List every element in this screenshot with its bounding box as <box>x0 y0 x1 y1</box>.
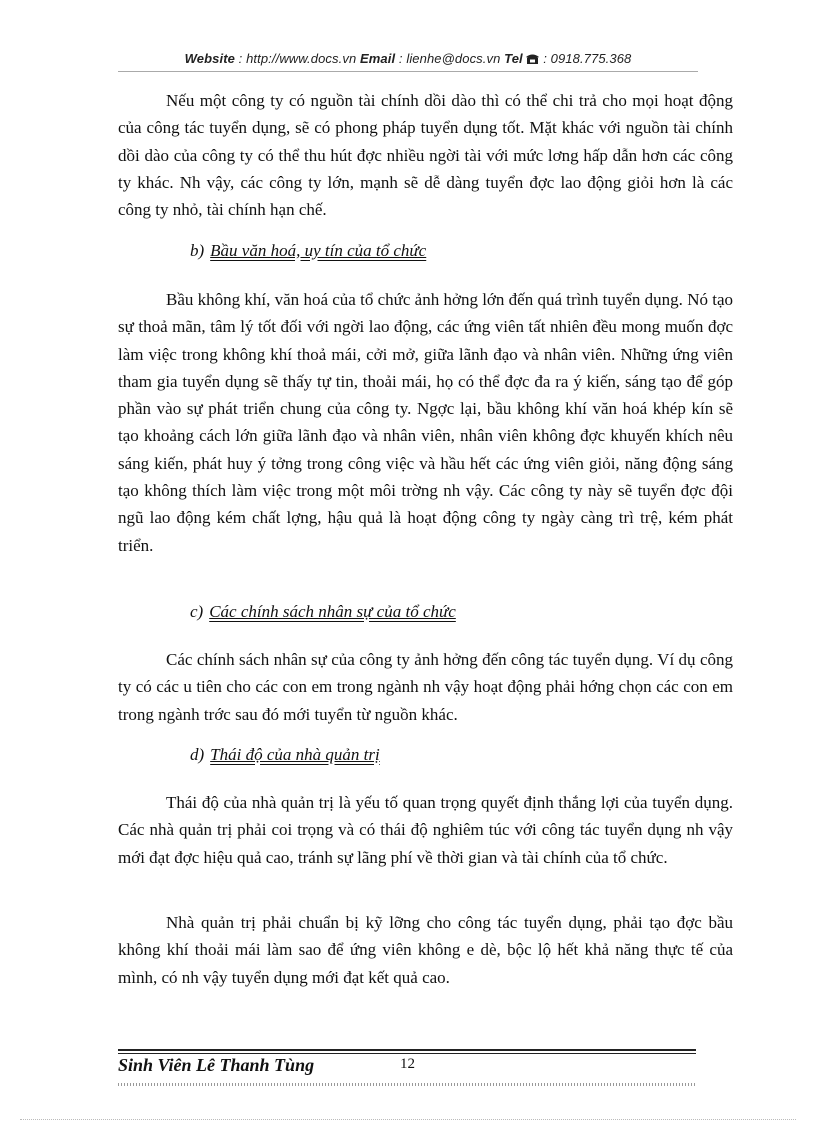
subheading-b <box>190 241 426 261</box>
page-number: 12 <box>400 1056 415 1072</box>
subheading-b-label: b) <box>190 241 205 260</box>
page-header <box>0 51 816 68</box>
footer-divider <box>118 1049 696 1051</box>
tel-label: Tel <box>504 51 523 66</box>
paragraph-policies: Các chính sách nhân sự của công ty ảnh hởng đến công tác tuyển dụng. Ví dụ công ty có các u tiên cho các con em trong ngành nh vậy hoạt động phải hớng chọn các con em trong ngành trớc sau đó mới tuyển từ nguồn khác. <box>118 650 733 724</box>
footer-author: Sinh Viên Lê Thanh Tùng <box>118 1055 315 1075</box>
website-label: Website <box>184 51 235 66</box>
paragraph-preparation: Nhà quản trị phải chuẩn bị kỹ lỡng cho công tác tuyển dụng, phải tạo đợc bầu không khí thoải mái làm sao để ứng viên không e dè, bộc lộ hết khả năng thực tế của mình, có nh vậy tuyển dụng mới đạt kết quả cao. <box>118 913 733 987</box>
subheading-c-title: Các chính sách nhân sự của tổ chức <box>209 602 456 621</box>
website-value: : http://www.docs.vn <box>238 51 357 66</box>
subheading-d-label: d) <box>190 745 205 764</box>
subheading-c <box>190 602 456 622</box>
email-value: : lienhe@docs.vn <box>398 51 501 66</box>
paragraph-finance: Nếu một công ty có nguồn tài chính dồi dào thì có thể chi trả cho mọi hoạt động của công tác tuyển dụng, sẽ có phong pháp tuyển dụng tốt. Mặt khác với nguồn tài chính dồi dào của công ty có thể thu hút đợc nhiều ngời tài với mức lơng hấp dẫn hơn các công ty khác. Nh vậy, các công ty lớn, mạnh sẽ dễ dàng tuyển đợc lao động giỏi hơn là các công ty nhỏ, tài chính hạn chế. <box>118 91 733 220</box>
footer-shade-line <box>118 1083 696 1086</box>
subheading-b-title: Bầu văn hoá, uy tín của tổ chức <box>210 241 427 260</box>
subheading-d-title: Thái độ của nhà quản trị <box>210 745 380 764</box>
tel-value: : 0918.775.368 <box>543 51 632 66</box>
header-divider <box>118 71 698 72</box>
paragraph-attitude: Thái độ của nhà quản trị là yếu tố quan trọng quyết định thắng lợi của tuyển dụng. Các nhà quản trị phải coi trọng và có thái độ nghiêm túc với công tác tuyển dụng nh vậy mới đạt đợc hiệu quả cao, tránh sự lãng phí về thời gian và tài chính của tổ chức. <box>118 793 733 867</box>
email-label: Email <box>360 51 396 66</box>
paragraph-culture: Bầu không khí, văn hoá của tổ chức ảnh hởng lớn đến quá trình tuyển dụng. Nó tạo sự thoả mãn, tâm lý tốt đối với ngời lao động, các ứng viên tất nhiên đều mong muốn đợc làm việc trong không khí thoả mái, cởi mở, giữa lãnh đạo và nhân viên. Những ứng viên tham gia tuyển dụng sẽ thấy tự tin, thoải mái, họ có thể đợc đa ra ý kiến, sáng tạo để góp phần vào sự phát triển chung của công ty. Ngợc lại, bầu không khí văn hoá khép kín sẽ tạo khoảng cách lớn giữa lãnh đạo và nhân viên, nhân viên không đợc khuyến khích nêu sáng kiến, phát huy ý tởng trong công việc và hầu hết các ứng viên giỏi, năng động sáng tạo không thích làm việc trong một môi trờng nh vậy. Các công ty này sẽ tuyển đợc đội ngũ lao động kém chất lợng, hậu quả là hoạt động công ty ngày càng trì trệ, kém phát triển. <box>118 290 733 555</box>
subheading-d <box>190 745 380 765</box>
page-bottom-border <box>20 1119 796 1120</box>
subheading-c-label: c) <box>190 602 204 621</box>
phone-icon <box>526 53 539 68</box>
footer-divider-thin <box>118 1053 696 1054</box>
